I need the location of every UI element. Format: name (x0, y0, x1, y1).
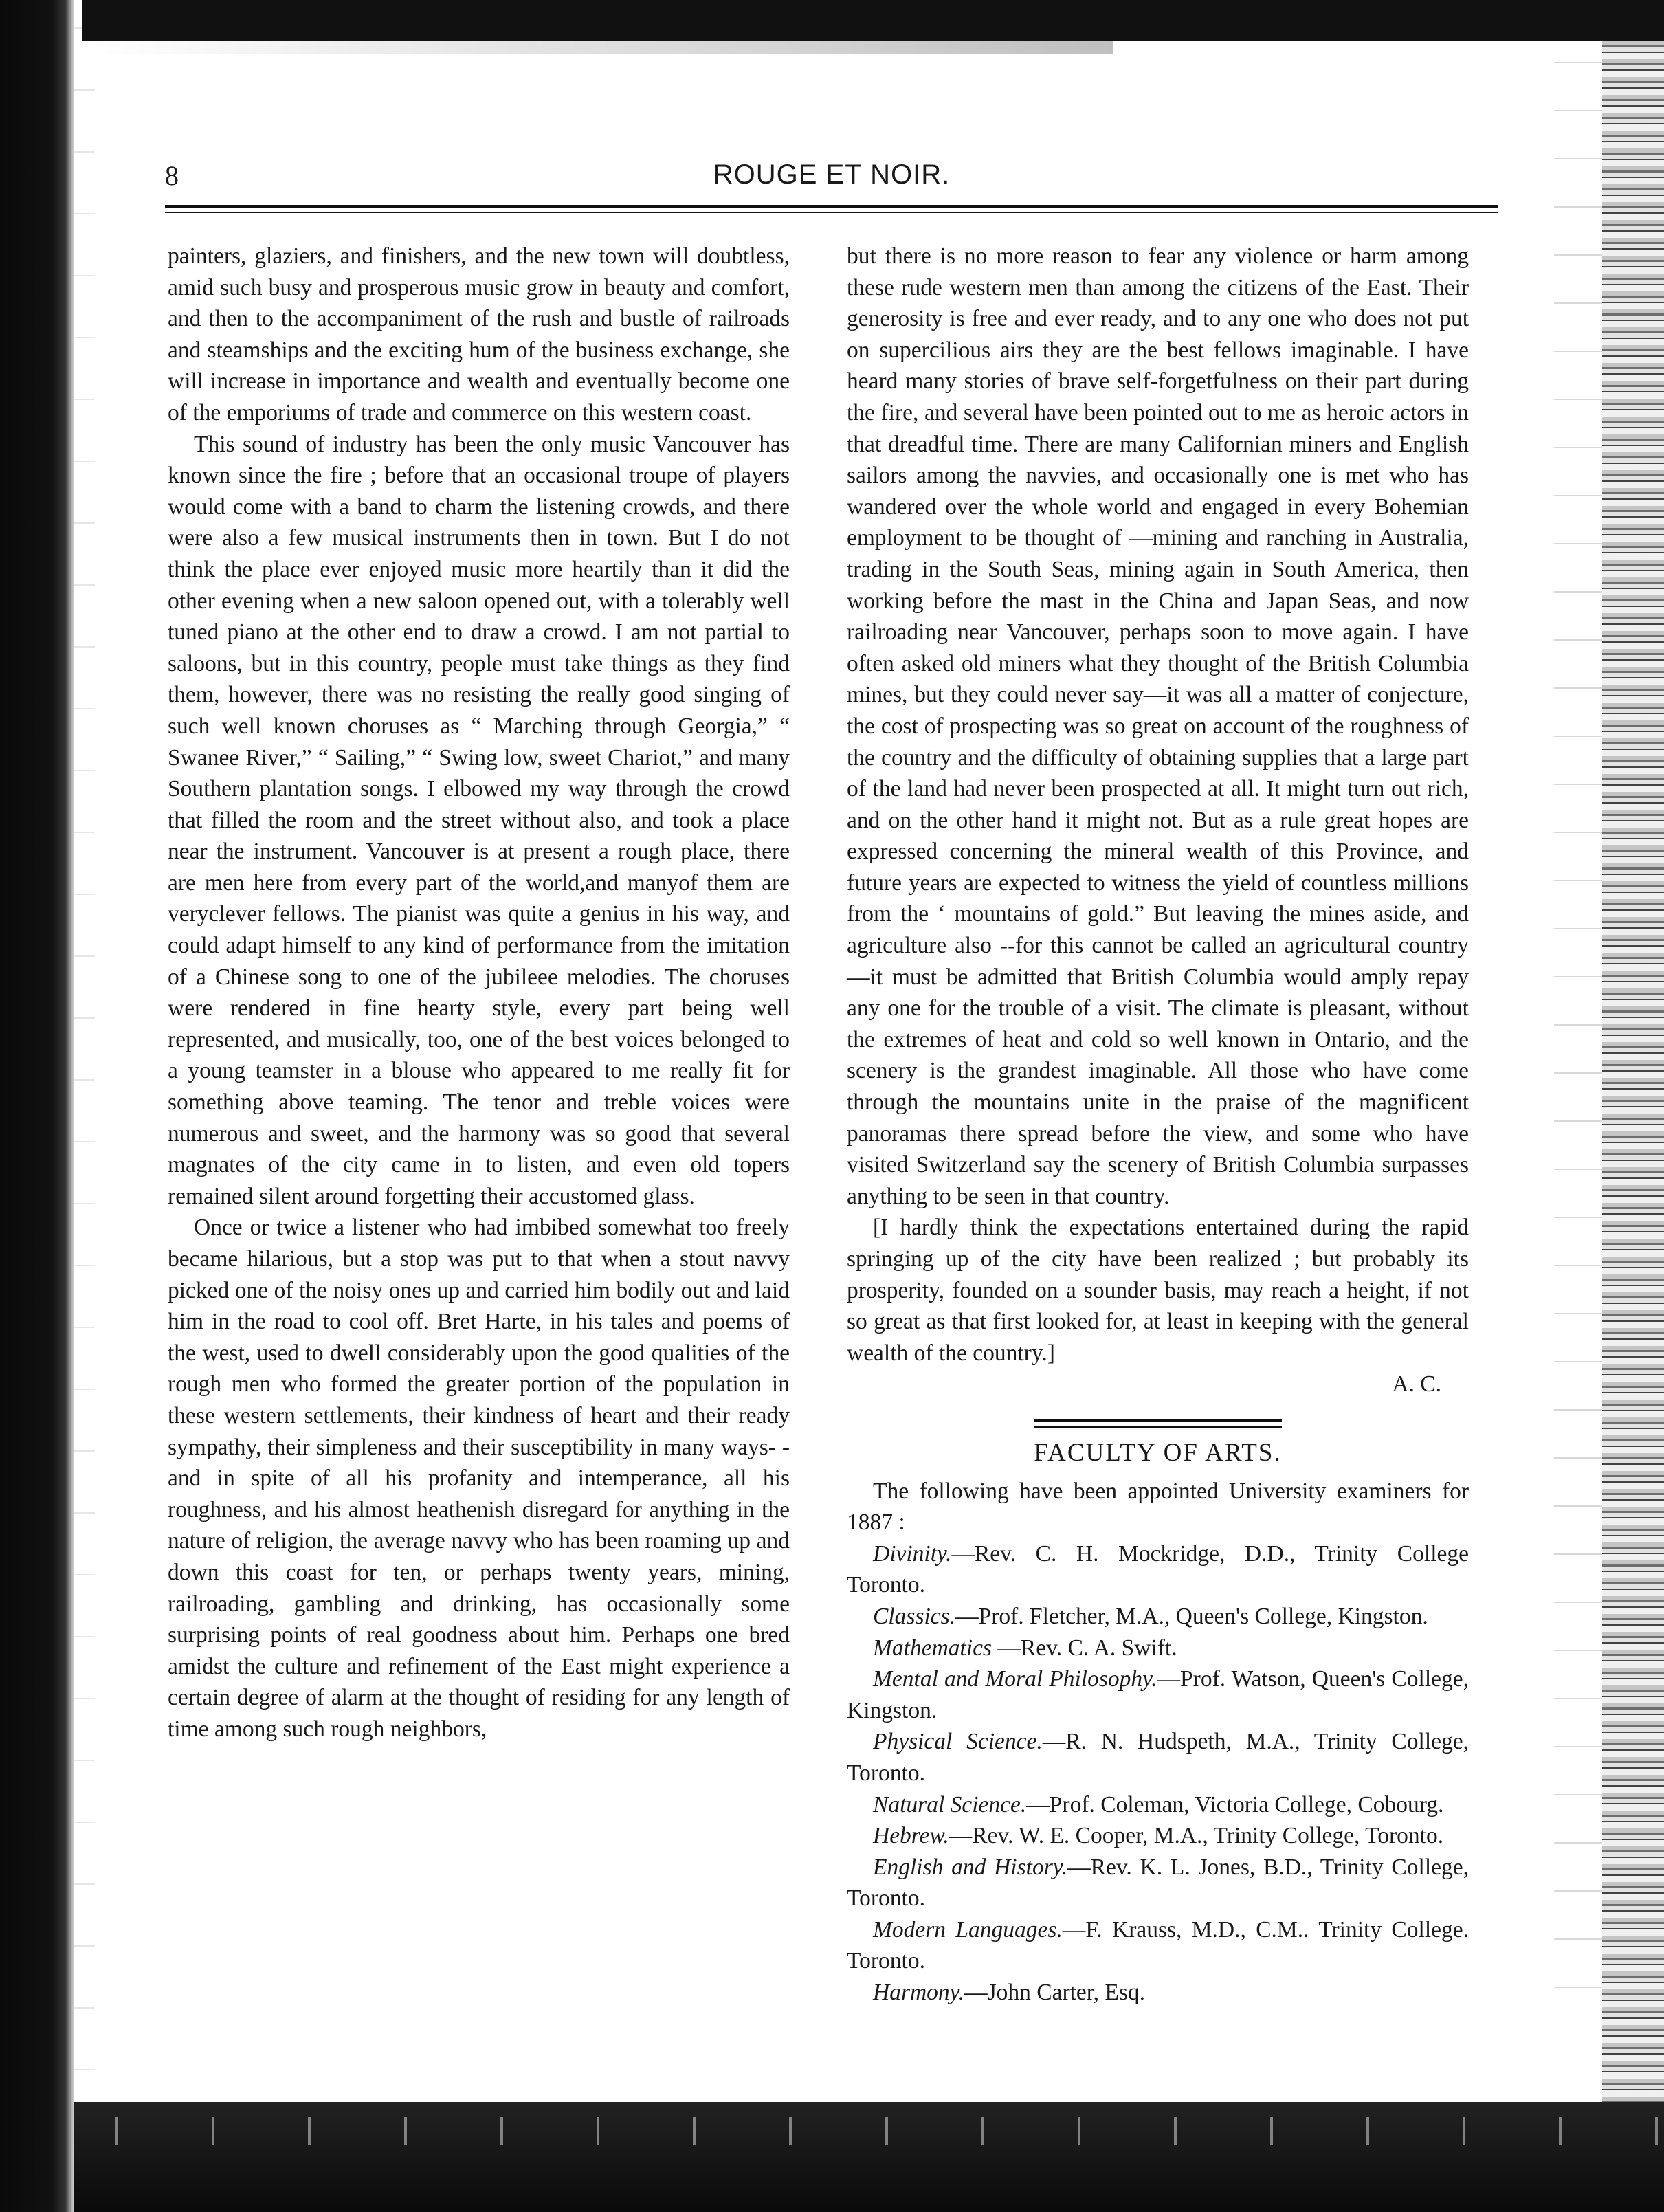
scan-right-border (1602, 41, 1664, 2117)
examiner-entry (847, 1820, 1469, 1852)
left-paragraph: Once or twice a listener who had imbibed somewhat too freely became hilarious, but a stop was put to that when a stout navvy picked one of the noisy ones up and carried him bodily out and laid him in the road to cool off. Bret Harte, in his tales and poems of the west, used to dwell considerably upon the good qualities of the rough men who formed the greater portion of the population in these western settlements, their kindness of heart and their ready sympathy, their simpleness and their susceptibility in many ways- -and in spite of all his profanity and intemperance, all his roughness, and his almost heathenish disregard for anything in the nature of religion, the average navvy who has been roaming up and down this coast for ten, or perhaps twenty years, mining, railroading, gambling and drinking, has occasionally some surprising points of real goodness about him. Perhaps one bred amidst the culture and refinement of the East might experience a certain degree of alarm at the thought of residing for any length of time among such rough neighbors, (168, 1215, 790, 1742)
examiner-entry (847, 1789, 1469, 1821)
examiner-subject: Divinity. (873, 1540, 952, 1567)
examiner-subject: Classics. (873, 1603, 956, 1629)
author-signature: A. C. (1392, 1371, 1441, 1397)
examiner-entry (847, 1633, 1469, 1664)
left-paragraph: painters, glaziers, and finishers, and the new town will doubtless, amid such busy and prosperous music grow in beauty and comfort, and then to the accompaniment of the rush and bustle of railroads and steamships and the exciting hum of the business exchange, she will increase in importance and wealth and eventually become one of the emporiums of trade and commerce on this western coast. (168, 243, 790, 425)
scan-top-shadow (82, 41, 1113, 54)
header-rule-thin (165, 212, 1498, 213)
examiner-name: —Prof. Coleman, Victoria College, Cobourg. (1026, 1791, 1444, 1817)
examiner-subject: Modern Languages. (873, 1916, 1063, 1943)
page-number: 8 (165, 160, 179, 191)
right-column (847, 241, 1469, 2009)
examiner-name: —Rev. W. E. Cooper, M.A., Trinity College, Toronto. (949, 1823, 1444, 1849)
examiner-entry (847, 1663, 1469, 1726)
scan-top-border (82, 0, 1664, 41)
examiner-subject: Natural Science. (873, 1791, 1027, 1817)
section-title: FACULTY OF ARTS. (1034, 1438, 1282, 1467)
examiner-entry (847, 1977, 1469, 2009)
scan-left-speckle (74, 0, 95, 2212)
examiner-name: —Prof. Watson, Queen's College, Kingston. (847, 1666, 1469, 1723)
examiner-name: —Prof. Fletcher, M.A., Queen's College, Kingston. (955, 1603, 1428, 1629)
examiner-subject: Hebrew. (873, 1823, 949, 1849)
left-paragraph: This sound of industry has been the only music Vancouver has known since the fire ; before that an occasional troupe of players would come with a band to charm the listening crowds, and there were also a few musical instruments then in town. But I do not think the place ever enjoyed music more heartily than it did the other evening when a new saloon opened out, with a tolerably well tuned piano at the other end to draw a crowd. I am not partial to saloons, but in this country, people must take things as they find them, however, there was no resisting the really good singing of such well known choruses as “ Marching through Georgia,” “ Swanee River,” “ Sailing,” “ Swing low, sweet Chariot,” and many Southern plantation songs. I elbowed my way through the crowd that filled the room and the street without also, and took a place near the instrument. Vancouver is at present a rough place, there are men here from every part of the world,and manyof them are veryclever fellows. The pianist was quite a genius in his way, and could adapt himself to any kind of performance from the imitation of a Chinese song to one of the jubileee melodies. The choruses were rendered in fine hearty style, every part being well represented, and musically, too, one of the best voices belonged to a young teamster in a blouse who appeared to me really fit for something above teaming. The tenor and treble voices were numerous and sweet, and the harmony was so good that several magnates of the city came in to listen, and even old topers remained silent around forgetting their accustomed glass. (168, 431, 790, 1209)
examiner-entry (847, 1601, 1469, 1633)
right-paragraph: but there is no more reason to fear any violence or harm among these rude western men than among the citizens of the East. Their generosity is free and ever ready, and to any one who does not put on supercilious airs they are the best fellows imaginable. I have heard many stories of brave self-forgetfulness on their part during the fire, and several have been pointed out to me as heroic actors in that dreadful time. There are many Californian miners and English sailors among the navvies, and occasionally one is met who has wandered over the whole world and engaged in every Bohemian employment to be thought of —mining and ranching in Australia, trading in the South Seas, mining again in South America, then working before the mast in the China and Japan Seas, and now railroading near Vancouver, perhaps soon to move again. I have often asked old miners what they thought of the British Columbia mines, but they could never say—it was all a matter of conjecture, the cost of prospecting was so great on account of the roughness of the country and the difficulty of obtaining supplies that a large part of the land had never been prospected at all. It might turn out rich, and on the other hand it might not. But as a rule great hopes are expressed concerning the mineral wealth of this Province, and future years are expected to witness the yield of countless millions from the ‘ mountains of gold.” But leaving the mines aside, and agriculture also --for this cannot be called an agricultural country—it must be admitted that British Columbia would amply repay any one for the trouble of a visit. The climate is pleasant, without the extremes of heat and cold so well known in Ontario, and the scenery is the grandest imaginable. All those who have come through the mountains unite in the praise of the magnificent panoramas there spread before the view, and some who have visited Switzerland say the scenery of British Columbia surpasses anything to be seen in that country. (847, 243, 1469, 1209)
examiner-name: —R. N. Hudspeth, M.A., Trinity College, Toronto. (847, 1729, 1469, 1786)
examiner-name: —Rev. C. A. Swift. (992, 1635, 1177, 1661)
examiner-subject: English and History. (873, 1854, 1068, 1880)
running-head (165, 159, 1498, 201)
right-paragraph: [I hardly think the expectations entertained during the rapid springing up of the city have been realized ; but probably its prosperity, founded on a sounder basis, may reach a height, if not so great as that first looked for, at least in keeping with the general wealth of the country.] (847, 1215, 1469, 1366)
examiner-subject: Mathematics (873, 1635, 992, 1661)
examiner-subject: Mental and Moral Philosophy. (873, 1666, 1157, 1692)
section-intro: The following have been appointed University examiners for 1887 : (847, 1478, 1469, 1536)
examiner-entry (847, 1538, 1469, 1601)
examiner-name: —Rev. K. L. Jones, B.D., Trinity College, Toronto. (847, 1854, 1469, 1912)
examiner-entry (847, 1914, 1469, 1977)
journal-title: ROUGE ET NOIR. (713, 159, 951, 190)
left-column (168, 241, 790, 1745)
examiner-name: —Rev. C. H. Mockridge, D.D., Trinity College Toronto. (847, 1540, 1469, 1598)
examiner-name: —F. Krauss, M.D., C.M.. Trinity College. Toronto. (847, 1916, 1469, 1974)
examiner-subject: Physical Science. (873, 1729, 1043, 1755)
examiner-entry (847, 1852, 1469, 1914)
section-divider (1034, 1419, 1282, 1428)
examiner-entry (847, 1726, 1469, 1789)
examiner-name: —John Carter, Esq. (964, 1980, 1145, 2006)
scan-right-noise (1554, 41, 1602, 2035)
scan-left-border (0, 0, 74, 2212)
header-rule-thick (165, 205, 1498, 208)
examiner-subject: Harmony. (873, 1980, 965, 2006)
scan-bottom-noise (74, 2117, 1664, 2145)
